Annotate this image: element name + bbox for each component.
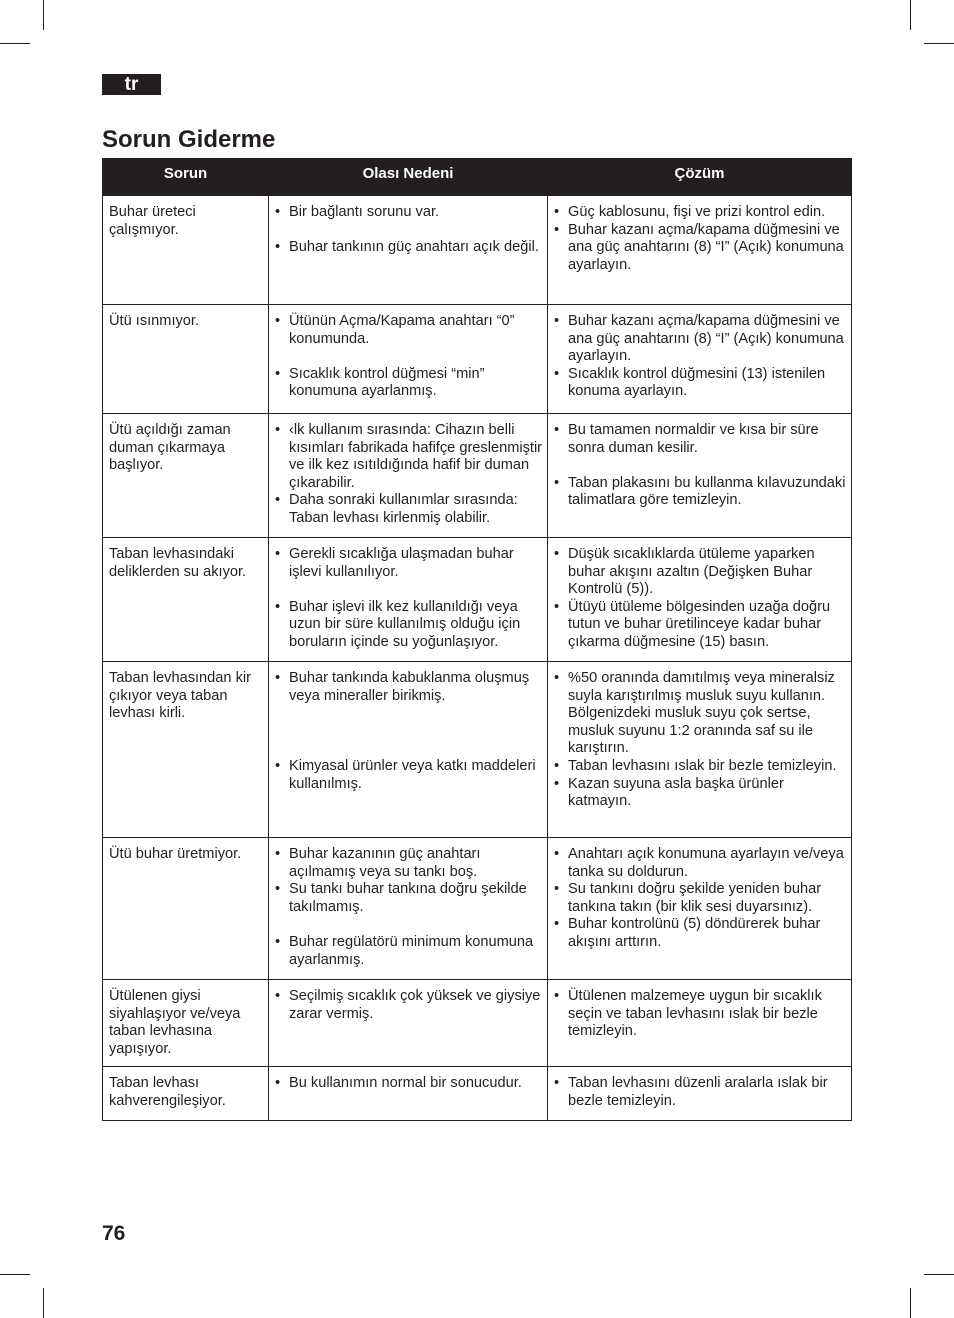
solution-item: • Anahtarı açık konumuna ayarlayın ve/veya tanka su doldurun.: [554, 846, 847, 881]
cause-item: • Seçilmiş sıcaklık çok yüksek ve giysiye zarar vermiş.: [275, 988, 543, 1023]
solution-item: • Sıcaklık kontrol düğmesini (13) istenilen konuma ayarlayın.: [554, 366, 847, 401]
crop-mark: [910, 0, 911, 30]
table-header-row: [103, 159, 852, 196]
cause-item: • Daha sonraki kullanımlar sırasında: Taban levhası kirlenmiş olabilir.: [275, 492, 543, 527]
solution-item: • Ütülenen malzemeye uygun bir sıcaklık seçin ve taban levhasını ıslak bir bezle temizleyin.: [554, 988, 847, 1041]
problem-cell: Taban levhası kahverengileşiyor.: [103, 1067, 269, 1121]
problem-cell: Ütü açıldığı zaman duman çıkarmaya başlıyor.: [103, 414, 269, 538]
solution-item: • Buhar kazanı açma/kapama düğmesini ve ana güç anahtarını (8) “I” (Açık) konumuna ayarlayın.: [554, 222, 847, 275]
problem-cell: Ütü ısınmıyor.: [103, 305, 269, 414]
solution-item: • Taban plakasını bu kullanma kılavuzundaki talimatlara göre temizleyin.: [554, 475, 847, 510]
problem-cell: Ütülenen giysi siyahlaşıyor ve/veya taban levhasına yapışıyor.: [103, 980, 269, 1067]
problem-cell: Taban levhasından kir çıkıyor veya taban levhası kirli.: [103, 662, 269, 838]
cause-item: • Ütünün Açma/Kapama anahtarı “0” konumunda.: [275, 313, 543, 348]
problem-cell: Ütü buhar üretmiyor.: [103, 838, 269, 980]
cause-cell: [269, 414, 548, 538]
crop-mark: [43, 1288, 44, 1318]
crop-mark: [0, 43, 30, 44]
cause-cell: [269, 980, 548, 1067]
solution-item: • Taban levhasını ıslak bir bezle temizleyin.: [554, 758, 847, 776]
solution-cell: [548, 662, 852, 838]
solution-item: • Buhar kazanı açma/kapama düğmesini ve ana güç anahtarını (8) “I” (Açık) konumuna ayarlayın.: [554, 313, 847, 366]
solution-item: • Bu tamamen normaldir ve kısa bir süre sonra duman kesilir.: [554, 422, 847, 457]
table-row: [103, 662, 852, 838]
cause-cell: [269, 196, 548, 305]
table-row: [103, 838, 852, 980]
solution-item: • Buhar kontrolünü (5) döndürerek buhar akışını arttırın.: [554, 916, 847, 951]
solution-item: • Düşük sıcaklıklarda ütüleme yaparken buhar akışını azaltın (Değişken Buhar Kontrolü (5)).: [554, 546, 847, 599]
cause-item: • Kimyasal ürünler veya katkı maddeleri kullanılmış.: [275, 758, 543, 793]
page-title: Sorun Giderme: [102, 126, 276, 153]
solution-cell: [548, 538, 852, 662]
cause-cell: [269, 305, 548, 414]
troubleshooting-table: [102, 158, 852, 1121]
solution-cell: [548, 980, 852, 1067]
cause-item: • ‹lk kullanım sırasında: Cihazın belli kısımları fabrikada hafifçe greslenmiştir ve ilk kez ısıtıldığında hafif bir duman çıkarabilir.: [275, 422, 543, 492]
crop-mark: [43, 0, 44, 30]
cause-item: • Bir bağlantı sorunu var.: [275, 204, 543, 222]
cause-item: • Sıcaklık kontrol düğmesi “min” konumuna ayarlanmış.: [275, 366, 543, 401]
table-row: [103, 1067, 852, 1121]
cause-cell: [269, 662, 548, 838]
cause-item: • Gerekli sıcaklığa ulaşmadan buhar işlevi kullanılıyor.: [275, 546, 543, 581]
crop-mark: [924, 43, 954, 44]
solution-item: • %50 oranında damıtılmış veya mineralsiz suyla karıştırılmış musluk suyu kullanın. Bölgenizdeki musluk suyu çok sertse, musluk suyunu 1:2 oranında saf su ile karıştırın.: [554, 670, 847, 758]
cause-cell: [269, 538, 548, 662]
cause-item: • Buhar regülatörü minimum konumuna ayarlanmış.: [275, 934, 543, 969]
crop-mark: [910, 1288, 911, 1318]
solution-item: • Ütüyü ütüleme bölgesinden uzağa doğru tutun ve buhar üretilinceye kadar buhar çıkarma düğmesine (15) basın.: [554, 599, 847, 652]
solution-item: • Taban levhasını düzenli aralarla ıslak bir bezle temizleyin.: [554, 1075, 847, 1110]
cause-item: • Buhar işlevi ilk kez kullanıldığı veya uzun bir süre kullanılmış olduğu için boruların içinde su yoğunlaşıyor.: [275, 599, 543, 652]
cause-item: • Buhar tankının güç anahtarı açık değil.: [275, 239, 543, 257]
solution-cell: [548, 305, 852, 414]
table-row: [103, 196, 852, 305]
cause-item: • Su tankı buhar tankına doğru şekilde takılmamış.: [275, 881, 543, 916]
solution-item: • Su tankını doğru şekilde yeniden buhar tankına takın (bir klik sesi duyarsınız).: [554, 881, 847, 916]
language-tab: tr: [102, 74, 161, 95]
cause-cell: [269, 838, 548, 980]
column-header-cause: Olası Nedeni: [269, 159, 548, 196]
column-header-solution: Çözüm: [548, 159, 852, 196]
solution-cell: [548, 414, 852, 538]
solution-cell: [548, 838, 852, 980]
cause-item: • Bu kullanımın normal bir sonucudur.: [275, 1075, 543, 1093]
problem-cell: Buhar üreteci çalışmıyor.: [103, 196, 269, 305]
column-header-problem: Sorun: [103, 159, 269, 196]
crop-mark: [0, 1274, 30, 1275]
problem-cell: Taban levhasındaki deliklerden su akıyor.: [103, 538, 269, 662]
page-number: 76: [102, 1222, 126, 1245]
cause-item: • Buhar kazanının güç anahtarı açılmamış veya su tankı boş.: [275, 846, 543, 881]
solution-cell: [548, 196, 852, 305]
table-row: [103, 305, 852, 414]
table-row: [103, 538, 852, 662]
table-row: [103, 414, 852, 538]
crop-mark: [924, 1274, 954, 1275]
solution-cell: [548, 1067, 852, 1121]
solution-item: • Güç kablosunu, fişi ve prizi kontrol edin.: [554, 204, 847, 222]
solution-item: • Kazan suyuna asla başka ürünler katmayın.: [554, 776, 847, 811]
table-row: [103, 980, 852, 1067]
cause-cell: [269, 1067, 548, 1121]
cause-item: • Buhar tankında kabuklanma oluşmuş veya mineraller birikmiş.: [275, 670, 543, 705]
